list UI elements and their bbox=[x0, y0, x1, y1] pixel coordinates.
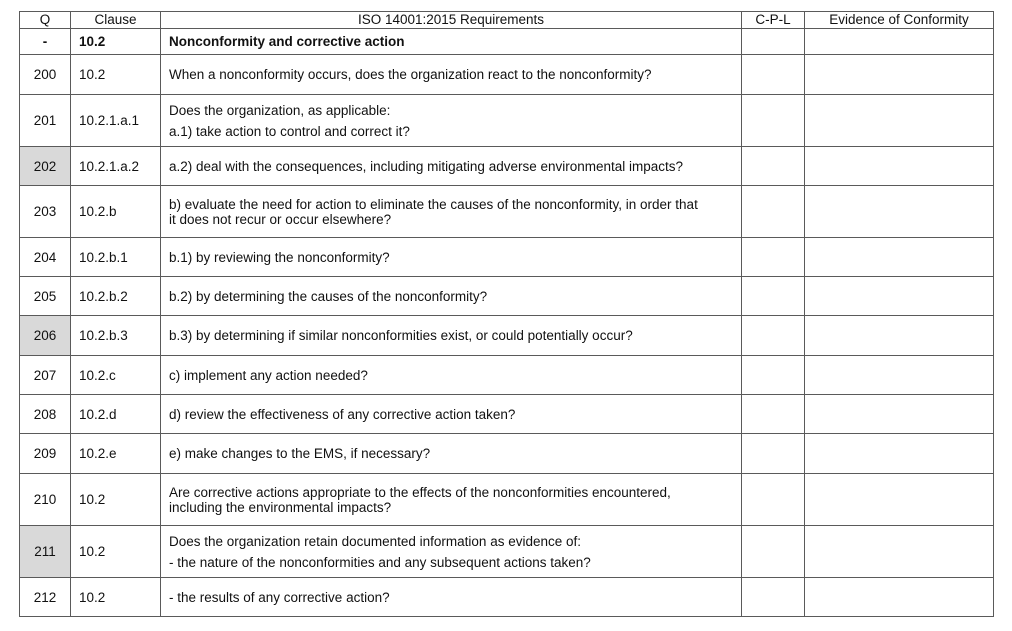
clause-number: 10.2.c bbox=[71, 356, 161, 395]
cpl-cell[interactable] bbox=[742, 55, 805, 95]
clause-number: 10.2 bbox=[71, 474, 161, 526]
requirement-text bbox=[161, 356, 742, 395]
cpl-cell[interactable] bbox=[742, 474, 805, 526]
question-number: 200 bbox=[20, 55, 71, 95]
requirement-text bbox=[161, 395, 742, 434]
header-row bbox=[20, 12, 994, 29]
requirement-line: Nonconformity and corrective action bbox=[169, 34, 405, 49]
table-row bbox=[20, 29, 994, 55]
requirement-text bbox=[161, 186, 742, 238]
evidence-cell[interactable] bbox=[805, 434, 994, 474]
table-row bbox=[20, 316, 994, 356]
evidence-cell[interactable] bbox=[805, 95, 994, 147]
clause-number: 10.2.b bbox=[71, 186, 161, 238]
requirement-line: it does not recur or occur elsewhere? bbox=[169, 211, 392, 227]
cpl-cell[interactable] bbox=[742, 277, 805, 316]
requirement-line: b.3) by determining if similar nonconformities exist, or could potentially occur? bbox=[169, 328, 633, 343]
question-number: 208 bbox=[20, 395, 71, 434]
question-number: - bbox=[20, 29, 71, 55]
question-number: 210 bbox=[20, 474, 71, 526]
requirement-text bbox=[161, 316, 742, 356]
header-cpl: C-P-L bbox=[742, 12, 805, 29]
requirement-text bbox=[161, 95, 742, 147]
requirement-text bbox=[161, 277, 742, 316]
table-row bbox=[20, 277, 994, 316]
table-row bbox=[20, 147, 994, 186]
requirement-line: - the results of any corrective action? bbox=[169, 589, 390, 605]
evidence-cell[interactable] bbox=[805, 356, 994, 395]
clause-number: 10.2.e bbox=[71, 434, 161, 474]
cpl-cell[interactable] bbox=[742, 526, 805, 578]
requirement-text bbox=[161, 474, 742, 526]
clause-number: 10.2.1.a.1 bbox=[71, 95, 161, 147]
evidence-cell[interactable] bbox=[805, 474, 994, 526]
question-number: 211 bbox=[20, 526, 71, 578]
table-row bbox=[20, 434, 994, 474]
cpl-cell[interactable] bbox=[742, 434, 805, 474]
requirement-line: b) evaluate the need for action to eliminate the causes of the nonconformity, in order that bbox=[169, 196, 698, 212]
evidence-cell[interactable] bbox=[805, 55, 994, 95]
table-row bbox=[20, 395, 994, 434]
evidence-cell[interactable] bbox=[805, 147, 994, 186]
table-row bbox=[20, 55, 994, 95]
clause-number: 10.2 bbox=[71, 29, 161, 55]
requirement-line: c) implement any action needed? bbox=[169, 367, 368, 383]
requirement-line: e) make changes to the EMS, if necessary? bbox=[169, 446, 431, 461]
table-row bbox=[20, 356, 994, 395]
requirement-line: including the environmental impacts? bbox=[169, 499, 392, 515]
clause-number: 10.2.d bbox=[71, 395, 161, 434]
requirement-text bbox=[161, 29, 742, 55]
question-number: 206 bbox=[20, 316, 71, 356]
requirement-text bbox=[161, 147, 742, 186]
clause-number: 10.2 bbox=[71, 526, 161, 578]
question-number: 209 bbox=[20, 434, 71, 474]
cpl-cell[interactable] bbox=[742, 186, 805, 238]
cpl-cell[interactable] bbox=[742, 395, 805, 434]
question-number: 207 bbox=[20, 356, 71, 395]
cpl-cell[interactable] bbox=[742, 147, 805, 186]
clause-number: 10.2 bbox=[71, 55, 161, 95]
evidence-cell[interactable] bbox=[805, 238, 994, 277]
cpl-cell[interactable] bbox=[742, 356, 805, 395]
requirement-line: - the nature of the nonconformities and any subsequent actions taken? bbox=[169, 554, 591, 570]
clause-number: 10.2.b.2 bbox=[71, 277, 161, 316]
requirement-line: When a nonconformity occurs, does the organization react to the nonconformity? bbox=[169, 67, 652, 82]
cpl-cell[interactable] bbox=[742, 238, 805, 277]
table-body bbox=[20, 29, 994, 617]
clause-number: 10.2 bbox=[71, 578, 161, 617]
requirement-line: a.1) take action to control and correct it? bbox=[169, 123, 410, 139]
table-row bbox=[20, 95, 994, 147]
cpl-cell[interactable] bbox=[742, 578, 805, 617]
header-q: Q bbox=[20, 12, 71, 29]
table-row bbox=[20, 186, 994, 238]
evidence-cell[interactable] bbox=[805, 29, 994, 55]
table-row bbox=[20, 526, 994, 578]
evidence-cell[interactable] bbox=[805, 578, 994, 617]
requirement-line: Does the organization, as applicable: bbox=[169, 102, 391, 118]
requirement-line: d) review the effectiveness of any corrective action taken? bbox=[169, 406, 516, 422]
clause-number: 10.2.1.a.2 bbox=[71, 147, 161, 186]
table-row bbox=[20, 578, 994, 617]
evidence-cell[interactable] bbox=[805, 186, 994, 238]
question-number: 202 bbox=[20, 147, 71, 186]
requirement-line: b.2) by determining the causes of the nonconformity? bbox=[169, 288, 488, 304]
requirement-line: a.2) deal with the consequences, including mitigating adverse environmental impacts? bbox=[169, 158, 684, 174]
evidence-cell[interactable] bbox=[805, 395, 994, 434]
requirement-line: Are corrective actions appropriate to the effects of the nonconformities encountered, bbox=[169, 484, 671, 500]
header-clause: Clause bbox=[71, 12, 161, 29]
cpl-cell[interactable] bbox=[742, 29, 805, 55]
requirement-text bbox=[161, 526, 742, 578]
question-number: 205 bbox=[20, 277, 71, 316]
clause-number: 10.2.b.3 bbox=[71, 316, 161, 356]
requirement-line: b.1) by reviewing the nonconformity? bbox=[169, 249, 390, 265]
evidence-cell[interactable] bbox=[805, 526, 994, 578]
requirement-line: Does the organization retain documented information as evidence of: bbox=[169, 533, 582, 549]
table-row bbox=[20, 474, 994, 526]
clause-number: 10.2.b.1 bbox=[71, 238, 161, 277]
header-evidence: Evidence of Conformity bbox=[805, 12, 994, 29]
requirement-text bbox=[161, 238, 742, 277]
question-number: 212 bbox=[20, 578, 71, 617]
question-number: 201 bbox=[20, 95, 71, 147]
evidence-cell[interactable] bbox=[805, 316, 994, 356]
requirement-text bbox=[161, 434, 742, 474]
question-number: 204 bbox=[20, 238, 71, 277]
requirement-text bbox=[161, 55, 742, 95]
cpl-cell[interactable] bbox=[742, 316, 805, 356]
question-number: 203 bbox=[20, 186, 71, 238]
iso-requirements-table bbox=[19, 11, 994, 617]
cpl-cell[interactable] bbox=[742, 95, 805, 147]
table-row bbox=[20, 238, 994, 277]
requirement-text bbox=[161, 578, 742, 617]
evidence-cell[interactable] bbox=[805, 277, 994, 316]
header-requirements: ISO 14001:2015 Requirements bbox=[161, 12, 742, 29]
